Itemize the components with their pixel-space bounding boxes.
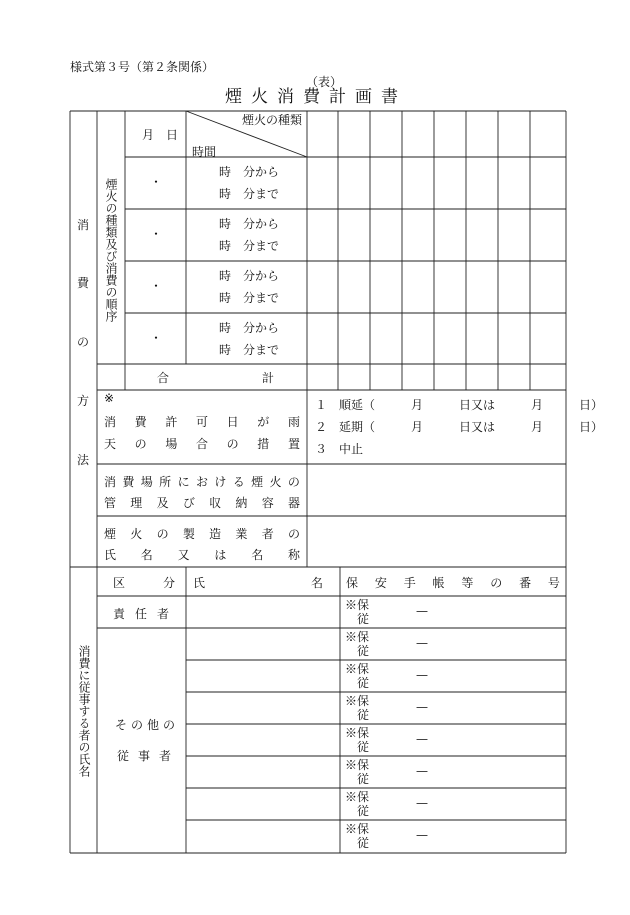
rain-label-line1-char: 消 [104,415,117,429]
method-section-label-char: 消 [77,218,90,232]
method-section-label-char: の [77,335,90,349]
rain-label-line1-char: 可 [195,415,208,429]
row-time-to: 時 分まで [219,291,280,305]
number-sub: 従 [357,644,370,658]
row-date: ・ [150,331,163,345]
row-date: ・ [150,227,163,241]
rain-label-line1-char: 日 [226,415,239,429]
column-firework-type: 煙火の種類 [242,113,303,127]
storage-label-line2-char: 及 [156,496,169,510]
number-dash: — [416,732,428,746]
number-mark: ※保 [345,630,370,644]
rain-option: ２ 延期（ 月 日又は 月 日） [315,420,604,434]
row-time-to: 時 分まで [219,239,280,253]
others-label-line2-char: 者 [158,749,171,763]
others-label-line2-char: 事 [137,749,150,763]
row-time-to: 時 分まで [219,187,280,201]
number-mark: ※保 [345,790,370,804]
number-dash: — [416,604,428,618]
column-category-char: 区 [113,576,126,590]
storage-label-line1-char: の [287,475,300,489]
rain-label-line1-char: 許 [165,415,178,429]
method-section-label-char: 費 [77,276,90,290]
number-mark: ※保 [345,758,370,772]
maker-label-line1-char: 煙 [104,527,117,541]
row-time-from: 時 分から [219,269,280,283]
rain-label-line2-char: の [226,437,239,451]
workers-section-label: 消費に従事する者の氏名 [77,645,91,777]
side-label: （表） [306,75,343,89]
maker-label-line2-char: は [214,548,227,562]
storage-label-line2-char: 管 [104,496,117,510]
storage-label-line1-char: 煙 [251,475,264,489]
number-sub: 従 [357,836,370,850]
number-sub: 従 [357,612,370,626]
maker-label-line1-char: の [287,527,300,541]
storage-label-line2 [104,494,300,511]
column-number-char: 手 [403,576,416,590]
storage-label-line1 [104,473,300,490]
others-label-line2-char: 従 [117,749,130,763]
storage-label-line2-char: 納 [235,496,248,510]
maker-label-line2-char: 名 [251,548,264,562]
number-dash: — [416,796,428,810]
column-number [346,574,560,591]
rain-option: ３ 中止 [315,442,364,456]
maker-label-line2 [104,546,300,563]
column-name-char: 氏 [193,576,206,590]
column-number-char: 安 [374,576,387,590]
rain-label-line1 [104,413,300,430]
column-number-char: 保 [346,576,359,590]
form-number: 様式第３号（第２条関係） [70,60,215,74]
maker-label-line2-char: 氏 [104,548,117,562]
storage-label-line1-char: 消 [104,475,117,489]
storage-label-line1-char: 所 [159,475,172,489]
number-mark: ※保 [345,662,370,676]
others-label-line1: その他の [115,718,180,732]
method-section-label-char: 法 [77,453,90,467]
number-sub: 従 [357,708,370,722]
column-date: 月 日 [142,128,179,142]
maker-label-line1-char: 業 [235,527,248,541]
maker-label-line2-char: 名 [140,548,153,562]
maker-label-line1-char: 火 [130,527,143,541]
number-dash: — [416,636,428,650]
method-section-label-char: 方 [77,394,90,408]
page-title: 煙火消費計画書 [225,87,407,107]
rain-option: １ 順延（ 月 日又は 月 日） [315,398,604,412]
storage-label-line1-char: る [232,475,245,489]
storage-label-line2-char: び [182,496,195,510]
number-mark: ※保 [345,726,370,740]
maker-label-line1-char: 造 [209,527,222,541]
responsible-label-char: 責 [113,607,126,621]
order-label: 煙火の種類及び消費の順序 [104,178,118,322]
number-mark: ※保 [345,694,370,708]
number-dash: — [416,828,428,842]
number-sub: 従 [357,676,370,690]
storage-label-line1-char: 場 [140,475,153,489]
column-number-char: 帳 [432,576,445,590]
storage-label-line2-char: 理 [130,496,143,510]
column-category [113,574,175,591]
rain-label-line2-char: 措 [257,437,270,451]
maker-label-line2-char: 又 [177,548,190,562]
storage-label-line2-char: 容 [261,496,274,510]
rain-label-line2-char: の [134,437,147,451]
total-label: 合 [157,371,170,385]
maker-label-line1-char: の [156,527,169,541]
responsible-label [113,605,169,622]
rain-label-line2-char: 天 [104,437,117,451]
rain-label-line2-char: 場 [165,437,178,451]
number-dash: — [416,668,428,682]
storage-label-line1-char: け [214,475,227,489]
row-date: ・ [150,175,163,189]
rain-label-line2-char: 置 [287,437,300,451]
rain-label-line1-char: 費 [134,415,147,429]
responsible-label-char: 者 [156,607,169,621]
number-dash: — [416,764,428,778]
rain-mark: ※ [104,391,115,405]
storage-label-line1-char: に [177,475,190,489]
maker-label-line2-char: 称 [287,548,300,562]
number-sub: 従 [357,772,370,786]
number-sub: 従 [357,740,370,754]
number-dash: — [416,700,428,714]
row-time-from: 時 分から [219,165,280,179]
row-time-to: 時 分まで [219,343,280,357]
row-date: ・ [150,279,163,293]
rain-label-line2-char: 合 [195,437,208,451]
total-label: 計 [262,371,275,385]
column-category-char: 分 [162,576,175,590]
maker-label-line1-char: 者 [261,527,274,541]
storage-label-line2-char: 収 [209,496,222,510]
maker-label-line1 [104,525,300,542]
rain-label-line2 [104,435,300,452]
column-number-char: 番 [519,576,532,590]
storage-label-line1-char: お [195,475,208,489]
column-number-char: の [490,576,503,590]
number-sub: 従 [357,804,370,818]
rain-label-line1-char: 雨 [287,415,300,429]
storage-label-line1-char: 火 [269,475,282,489]
row-time-from: 時 分から [219,217,280,231]
row-time-from: 時 分から [219,321,280,335]
number-mark: ※保 [345,822,370,836]
storage-label-line2-char: 器 [287,496,300,510]
column-number-char: 等 [461,576,474,590]
others-label-line2 [117,747,171,764]
responsible-label-char: 任 [134,607,147,621]
number-mark: ※保 [345,598,370,612]
column-name-char: 名 [310,576,323,590]
column-time: 時間 [192,145,217,159]
maker-label-line1-char: 製 [182,527,195,541]
column-name [193,574,323,591]
storage-label-line1-char: 費 [122,475,135,489]
rain-label-line1-char: が [257,415,270,429]
column-number-char: 号 [547,576,560,590]
